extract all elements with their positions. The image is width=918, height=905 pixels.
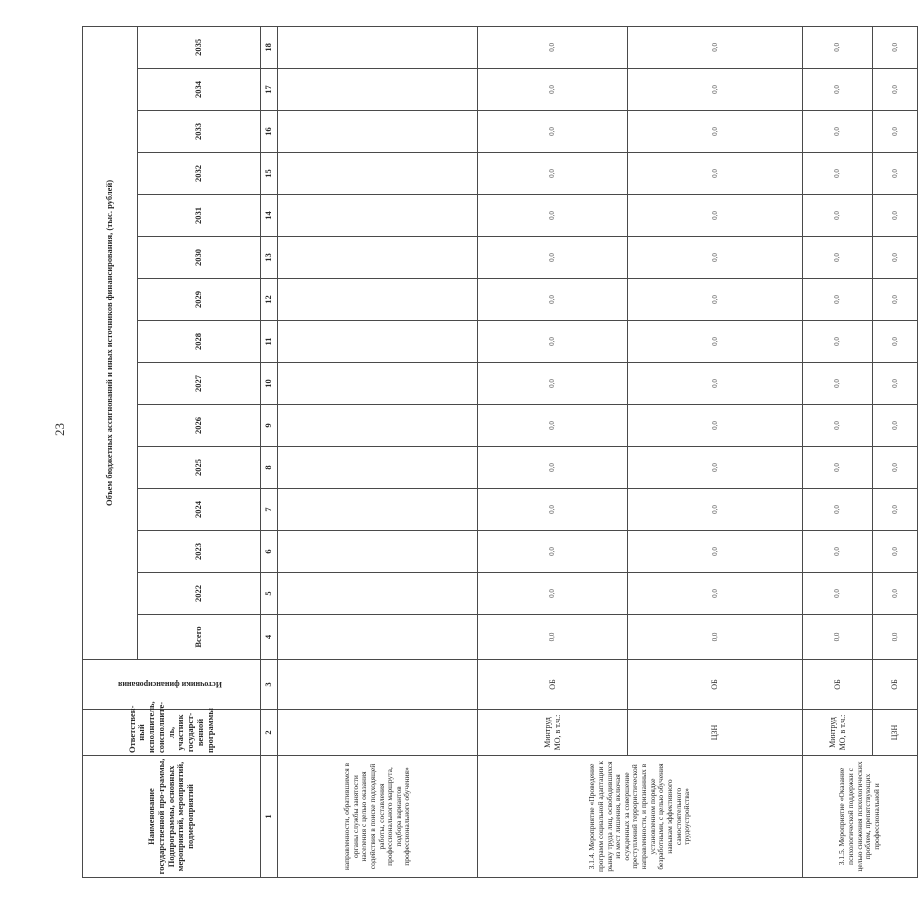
rotated-page	[82, 28, 900, 878]
value-cell: 0,0	[478, 195, 628, 237]
page-number: 23	[52, 423, 67, 436]
header-year: 2031	[138, 195, 261, 237]
executor-cell: ЦЗН	[628, 710, 803, 756]
value-cell: 0,0	[478, 489, 628, 531]
value-cell: 0,0	[803, 321, 873, 363]
column-number: 10	[261, 363, 278, 405]
value-cell: 0,0	[628, 615, 803, 660]
source-cell: ОБ	[873, 660, 918, 710]
value-cell	[278, 363, 478, 405]
value-cell	[278, 26, 478, 68]
value-cell: 0,0	[628, 531, 803, 573]
value-cell	[278, 153, 478, 195]
value-cell: 0,0	[478, 615, 628, 660]
value-cell: 0,0	[628, 447, 803, 489]
value-cell: 0,0	[478, 363, 628, 405]
value-cell: 0,0	[873, 26, 918, 68]
value-cell: 0,0	[803, 153, 873, 195]
value-cell: 0,0	[478, 573, 628, 615]
value-cell	[278, 69, 478, 111]
value-cell: 0,0	[873, 279, 918, 321]
header-year: 2035	[138, 26, 261, 68]
value-cell	[278, 573, 478, 615]
value-cell: 0,0	[628, 111, 803, 153]
column-number: 16	[261, 111, 278, 153]
column-number: 12	[261, 279, 278, 321]
column-number: 1	[261, 756, 278, 878]
activity-name-cell: направленности, обратившимся в органы службы занятости населения с целью оказания содействия в поиске подходящей работы, составления профессионального маршрута, подбора вариантов профессионального обучения»	[278, 756, 478, 878]
value-cell: 0,0	[873, 573, 918, 615]
value-cell: 0,0	[478, 153, 628, 195]
value-cell: 0,0	[873, 363, 918, 405]
column-number: 18	[261, 26, 278, 68]
funding-table	[82, 26, 918, 878]
value-cell: 0,0	[873, 237, 918, 279]
column-number: 15	[261, 153, 278, 195]
table-container	[82, 28, 900, 878]
value-cell	[278, 447, 478, 489]
header-total: Всего	[138, 615, 261, 660]
value-cell: 0,0	[803, 111, 873, 153]
executor-cell	[278, 710, 478, 756]
value-cell: 0,0	[478, 405, 628, 447]
value-cell: 0,0	[478, 279, 628, 321]
value-cell: 0,0	[628, 573, 803, 615]
value-cell: 0,0	[628, 321, 803, 363]
value-cell: 0,0	[628, 405, 803, 447]
activity-name-cell: 3.1.5. Мероприятие «Оказание психологической поддержки с целью снижения психологических проблем, препятствующих профессиональной и	[803, 756, 918, 878]
table-row	[478, 26, 628, 877]
column-number: 13	[261, 237, 278, 279]
executor-cell: Минтруд МО, в т.ч.:	[478, 710, 628, 756]
source-cell: ОБ	[628, 660, 803, 710]
column-number: 4	[261, 615, 278, 660]
value-cell: 0,0	[873, 153, 918, 195]
value-cell: 0,0	[478, 447, 628, 489]
value-cell: 0,0	[803, 531, 873, 573]
value-cell: 0,0	[478, 26, 628, 68]
table-row	[803, 26, 873, 877]
header-name: Наименование государственной про-граммы, Подпрограммы, основных мероприятий, мероприятий, подмероприятий	[83, 756, 261, 878]
value-cell	[278, 321, 478, 363]
activity-name-cell: 3.1.4. Мероприятие «Проведение программ социальной адаптации к рынку труда лиц, освободившихся из мест лишения, включая осужденных за совершение преступлений террористической направленности, и признанных в установленном порядке безработными, с целью обучения навыкам эффективного самостоятельного трудоустройства»	[478, 756, 803, 878]
column-number: 2	[261, 710, 278, 756]
table-row	[278, 26, 478, 877]
value-cell: 0,0	[628, 69, 803, 111]
header-source-label: Источники финансирования	[118, 680, 223, 690]
value-cell: 0,0	[628, 489, 803, 531]
value-cell: 0,0	[803, 237, 873, 279]
header-year: 2030	[138, 237, 261, 279]
value-cell: 0,0	[803, 405, 873, 447]
value-cell: 0,0	[873, 321, 918, 363]
value-cell: 0,0	[478, 237, 628, 279]
value-cell: 0,0	[628, 363, 803, 405]
header-year: 2026	[138, 405, 261, 447]
value-cell: 0,0	[803, 195, 873, 237]
value-cell: 0,0	[803, 279, 873, 321]
value-cell: 0,0	[873, 447, 918, 489]
column-number: 11	[261, 321, 278, 363]
source-cell: ОБ	[803, 660, 873, 710]
column-number: 3	[261, 660, 278, 710]
column-number: 6	[261, 531, 278, 573]
header-year: 2025	[138, 447, 261, 489]
header-year: 2022	[138, 573, 261, 615]
value-cell: 0,0	[873, 531, 918, 573]
value-cell	[278, 615, 478, 660]
header-year: 2028	[138, 321, 261, 363]
header-funding: Объем бюджетных ассигнований и иных источников финансирования, (тыс. рублей)	[83, 26, 138, 659]
value-cell: 0,0	[803, 26, 873, 68]
value-cell: 0,0	[803, 573, 873, 615]
executor-cell: ЦЗН	[873, 710, 918, 756]
value-cell: 0,0	[803, 447, 873, 489]
value-cell: 0,0	[478, 69, 628, 111]
value-cell	[278, 111, 478, 153]
source-cell	[278, 660, 478, 710]
header-year: 2023	[138, 531, 261, 573]
value-cell: 0,0	[873, 111, 918, 153]
value-cell: 0,0	[873, 69, 918, 111]
column-number: 17	[261, 69, 278, 111]
value-cell: 0,0	[628, 26, 803, 68]
header-year: 2033	[138, 111, 261, 153]
value-cell	[278, 237, 478, 279]
value-cell: 0,0	[628, 153, 803, 195]
column-number: 14	[261, 195, 278, 237]
value-cell: 0,0	[803, 69, 873, 111]
value-cell: 0,0	[803, 363, 873, 405]
column-number: 5	[261, 573, 278, 615]
header-source	[83, 660, 261, 710]
header-year: 2024	[138, 489, 261, 531]
header-year: 2029	[138, 279, 261, 321]
column-number: 9	[261, 405, 278, 447]
value-cell: 0,0	[873, 405, 918, 447]
value-cell: 0,0	[628, 195, 803, 237]
executor-cell: Минтруд МО, в т.ч.:	[803, 710, 873, 756]
value-cell: 0,0	[873, 195, 918, 237]
value-cell: 0,0	[803, 489, 873, 531]
value-cell: 0,0	[478, 111, 628, 153]
header-year: 2032	[138, 153, 261, 195]
value-cell: 0,0	[873, 615, 918, 660]
column-number: 7	[261, 489, 278, 531]
value-cell: 0,0	[803, 615, 873, 660]
table-row	[628, 26, 803, 877]
value-cell: 0,0	[628, 279, 803, 321]
header-year: 2034	[138, 69, 261, 111]
column-number: 8	[261, 447, 278, 489]
value-cell: 0,0	[478, 531, 628, 573]
table-row	[873, 26, 918, 877]
header-year: 2027	[138, 363, 261, 405]
header-executor: Ответствен-ный исполнитель, соисполните-ль, участник государст-венной программы	[83, 710, 261, 756]
value-cell: 0,0	[873, 489, 918, 531]
value-cell	[278, 279, 478, 321]
value-cell	[278, 405, 478, 447]
value-cell	[278, 531, 478, 573]
value-cell: 0,0	[478, 321, 628, 363]
value-cell	[278, 195, 478, 237]
source-cell: ОБ	[478, 660, 628, 710]
value-cell	[278, 489, 478, 531]
value-cell: 0,0	[628, 237, 803, 279]
